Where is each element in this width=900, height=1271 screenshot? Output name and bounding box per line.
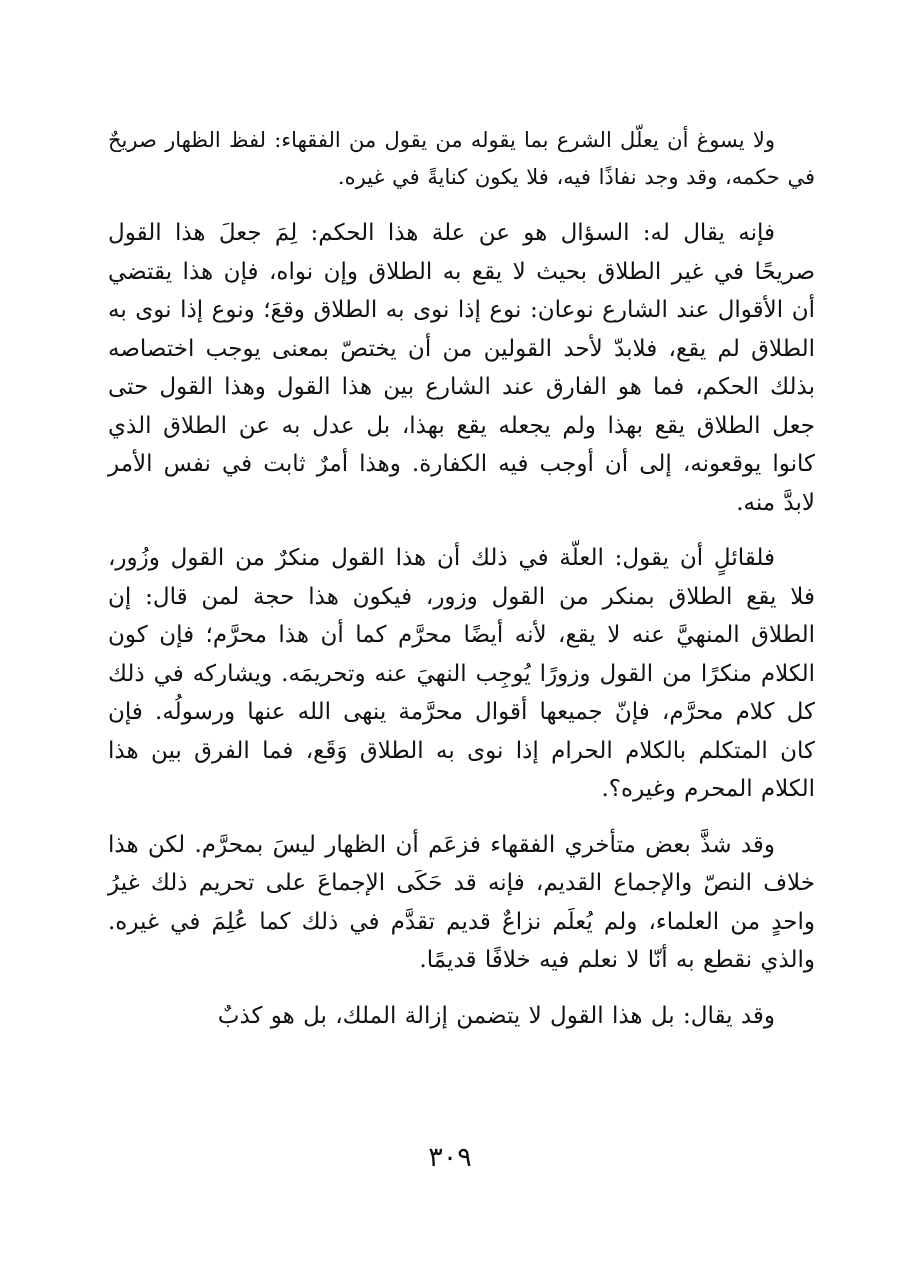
page-number: ٣٠٩ [428, 1142, 472, 1173]
page-body [108, 122, 815, 1035]
paragraph-1: ولا يسوغ أن يعلّل الشرع بما يقوله من يقول من الفقهاء: لفظ الظهار صريحٌ في حكمه، وقد وجد نفاذًا فيه، فلا يكون كنايةً في غيره. [108, 128, 815, 189]
paragraph-3: فلقائلٍ أن يقول: العلّة في ذلك أن هذا القول منكرٌ من القول وزُور، فلا يقع الطلاق بمنكر من القول وزور، فيكون هذا حجة لمن قال: إن الطلاق المنهيَّ عنه لا يقع، لأنه أيضًا محرَّم كما أن هذا محرَّم؛ فإن كون الكلام منكرًا من القول وزورًا يُوجِب النهيَ عنه وتحريمَه. ويشاركه في ذلك كل كلام محرَّم، فإنّ جميعها أقوال محرَّمة ينهى الله عنها ورسولُه. فإن كان المتكلم بالكلام الحرام إذا نوى به الطلاق وَقَع، فما الفرق بين هذا الكلام المحرم وغيره؟. [108, 545, 815, 802]
paragraph-2: فإنه يقال له: السؤال هو عن علة هذا الحكم: لِمَ جعلَ هذا القول صريحًا في غير الطلاق بحيث لا يقع به الطلاق وإن نواه، فإن هذا يقتضي أن الأقوال عند الشارع نوعان: نوع إذا نوى به الطلاق وقعَ؛ ونوع إذا نوى به الطلاق لم يقع، فلابدّ لأحد القولين من أن يختصّ بمعنى يوجب اختصاصه بذلك الحكم، فما هو الفارق عند الشارع بين هذا القول وهذا القول حتى جعل الطلاق يقع بهذا ولم يجعله يقع بهذا، بل عدل به عن الطلاق الذي كانوا يوقعونه، إلى أن أوجب فيه الكفارة. وهذا أمرٌ ثابت في نفس الأمر لابدَّ منه. [108, 220, 815, 516]
paragraph-4: وقد شذَّ بعض متأخري الفقهاء فزعَم أن الظهار ليسَ بمحرَّم. لكن هذا خلاف النصّ والإجماع القديم، فإنه قد حَكَى الإجماعَ على تحريم ذلك غيرُ واحدٍ من العلماء، ولم يُعلَم نزاعٌ قديم تقدَّم في ذلك كما عُلِمَ في غيره. والذي نقطع به أنّا لا نعلم فيه خلافًا قديمًا. [108, 831, 815, 973]
paragraph-5: وقد يقال: بل هذا القول لا يتضمن إزالة الملك، بل هو كذبٌ [217, 1002, 775, 1029]
